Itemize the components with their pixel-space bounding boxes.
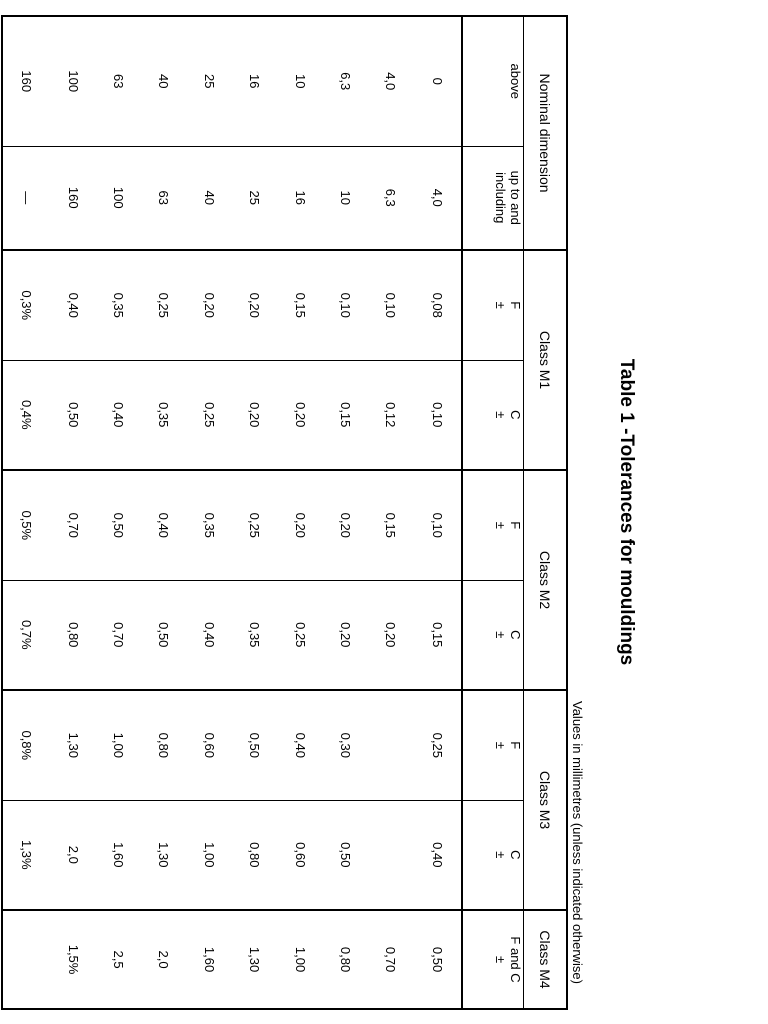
m1-f-cell: 0,25 [141,250,186,360]
table-row [232,16,277,1009]
above-cell: 40 [156,74,172,89]
m3-f-cell: 0,40 [277,690,322,800]
class-m1-header: Class M1 [524,250,567,470]
m2-f-header [462,470,524,580]
m4-cell: 2,0 [141,910,186,1009]
m2-c-cell: 0,80 [50,580,95,690]
m3-f-cell: 0,30 [323,690,368,800]
m3-c-cell: 2,0 [50,800,95,910]
m3-c-cell: 0,60 [277,800,322,910]
class-m3-header: Class M3 [524,690,567,910]
m2-c-cell: 0,50 [141,580,186,690]
m4-cell: 0,80 [323,910,368,1009]
up-to-cell: — [2,146,50,250]
m4-cell: 1,30 [232,910,277,1009]
m1-f-pm: ± [493,301,509,309]
m2-f-cell: 0,5% [2,470,50,580]
m3-c-label: C [508,850,524,860]
m2-f-cell: 0,10 [414,470,462,580]
m3-c-cell: 1,3% [2,800,50,910]
up-to-cell: 40 [187,146,232,250]
above-cell: 16 [247,74,263,89]
m1-c-cell: 0,10 [414,360,462,470]
m2-f-cell: 0,15 [368,470,413,580]
m3-c-cell: 0,50 [323,800,368,910]
m4-cell: 1,5% [50,910,95,1009]
m3-c-cell [368,800,413,910]
m1-c-cell: 0,15 [323,360,368,470]
m4-cell: 1,00 [277,910,322,1009]
up-to-label-line2: including [493,172,509,224]
table-row [141,16,186,1009]
m1-f-cell: 0,3% [2,250,50,360]
m3-f-cell: 0,50 [232,690,277,800]
m2-c-cell: 0,70 [96,580,141,690]
m2-c-pm: ± [493,631,509,639]
above-cell: 160 [19,70,35,93]
units-note: Values in millimetres (unless indicated otherwise) [570,701,585,984]
m1-c-cell: 0,20 [277,360,322,470]
m2-c-header [462,580,524,690]
m2-f-pm: ± [493,521,509,529]
m4-cell [2,910,50,1009]
above-header [462,16,524,146]
m3-c-cell: 1,30 [141,800,186,910]
table-title: Table 1 -Tolerances for mouldings [616,358,637,666]
m4-cell: 1,60 [187,910,232,1009]
m2-c-cell: 0,7% [2,580,50,690]
table-row [368,16,413,1009]
m2-f-cell: 0,20 [323,470,368,580]
m1-c-label: C [508,410,524,420]
nominal-dimension-header: Nominal dimension [524,16,567,250]
m1-c-pm: ± [493,411,509,419]
m2-f-cell: 0,70 [50,470,95,580]
table-row [414,16,462,1009]
table-row [323,16,368,1009]
table-row [96,16,141,1009]
m2-f-label: F [508,521,524,530]
m1-c-cell: 0,4% [2,360,50,470]
m2-c-cell: 0,15 [414,580,462,690]
above-cell: 4,0 [383,72,399,91]
m2-c-cell: 0,20 [368,580,413,690]
up-to-cell: 10 [323,146,368,250]
table-body [2,16,462,1009]
m1-f-cell: 0,35 [96,250,141,360]
m1-c-cell: 0,20 [232,360,277,470]
m3-f-cell [368,690,413,800]
m2-f-cell: 0,50 [96,470,141,580]
above-label: above [508,63,524,99]
m4-cell: 0,70 [368,910,413,1009]
m3-f-cell: 1,30 [50,690,95,800]
m1-c-cell: 0,12 [368,360,413,470]
m3-f-label: F [508,741,524,750]
up-to-cell: 160 [50,146,95,250]
up-to-cell: 25 [232,146,277,250]
m2-f-cell: 0,40 [141,470,186,580]
m1-f-cell: 0,20 [232,250,277,360]
header-sub-row [462,16,524,1009]
m4-fc-pm: ± [493,955,509,964]
m3-c-cell: 0,80 [232,800,277,910]
m1-f-label: F [508,301,524,310]
m1-f-cell: 0,08 [414,250,462,360]
up-to-label-line1: up to and [508,170,524,225]
above-cell: 10 [292,74,308,89]
m4-fc-label: F and C [508,936,524,983]
m2-c-label: C [508,630,524,640]
m2-f-cell: 0,25 [232,470,277,580]
m3-c-cell: 1,60 [96,800,141,910]
up-to-cell: 63 [141,146,186,250]
m3-f-cell: 1,00 [96,690,141,800]
m3-c-cell: 1,00 [187,800,232,910]
table-row [50,16,95,1009]
m3-f-cell: 0,8% [2,690,50,800]
m3-f-header [462,690,524,800]
m1-f-header [462,250,524,360]
m3-c-cell: 0,40 [414,800,462,910]
class-m4-header: Class M4 [524,910,567,1009]
m2-c-cell: 0,20 [323,580,368,690]
m3-f-cell: 0,80 [141,690,186,800]
above-cell: 100 [65,70,81,93]
m3-f-pm: ± [493,741,509,749]
m1-f-cell: 0,10 [323,250,368,360]
m3-c-header [462,800,524,910]
header-group-row [524,16,567,1009]
table-row [2,16,50,1009]
m2-f-cell: 0,20 [277,470,322,580]
table-row [187,16,232,1009]
up-to-header [462,146,524,250]
m1-c-cell: 0,25 [187,360,232,470]
m1-f-cell: 0,40 [50,250,95,360]
above-cell: 63 [111,74,127,89]
m4-cell: 0,50 [414,910,462,1009]
m1-c-cell: 0,50 [50,360,95,470]
class-m2-header: Class M2 [524,470,567,690]
m1-f-cell: 0,10 [368,250,413,360]
up-to-cell: 100 [96,146,141,250]
m4-cell: 2,5 [96,910,141,1009]
m2-c-cell: 0,40 [187,580,232,690]
m3-f-cell: 0,25 [414,690,462,800]
above-cell: 0 [429,77,445,85]
m2-c-cell: 0,25 [277,580,322,690]
up-to-cell: 16 [277,146,322,250]
tolerances-table [1,15,568,1010]
m2-f-cell: 0,35 [187,470,232,580]
above-cell: 6,3 [338,72,354,91]
m4-fc-header [462,910,524,1009]
m1-c-cell: 0,40 [96,360,141,470]
up-to-cell: 4,0 [414,146,462,250]
m2-c-cell: 0,35 [232,580,277,690]
m3-f-cell: 0,60 [187,690,232,800]
above-cell: 25 [201,74,217,89]
m1-f-cell: 0,15 [277,250,322,360]
m1-f-cell: 0,20 [187,250,232,360]
m3-c-pm: ± [493,851,509,859]
up-to-cell: 6,3 [368,146,413,250]
m1-c-header [462,360,524,470]
table-row [277,16,322,1009]
m1-c-cell: 0,35 [141,360,186,470]
